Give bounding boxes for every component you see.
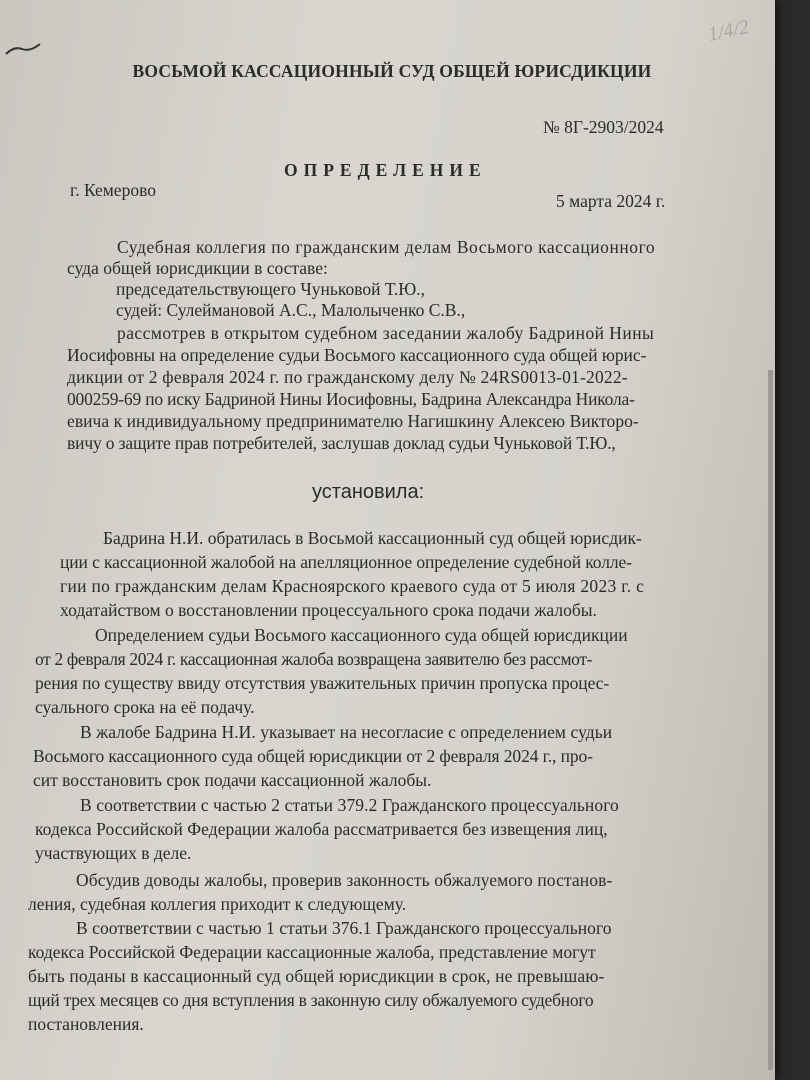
body-line: Восьмого кассационного суда общей юрисдикции от 2 февраля 2024 г., про-: [33, 746, 593, 766]
section-heading: установила:: [312, 481, 425, 503]
body-line: кодекса Российской Федерации кассационные жалоба, представление могут: [28, 942, 596, 962]
court-name: ВОСЬМОЙ КАССАЦИОННЫЙ СУД ОБЩЕЙ ЮРИСДИКЦИИ: [132, 61, 652, 81]
pen-mark-icon: [4, 40, 44, 60]
page-edge-shadow: [768, 370, 773, 1070]
body-line: суального срока на её подачу.: [35, 697, 255, 717]
intro-line: евича к индивидуальному предпринимателю Нагишкину Алексею Викторо-: [67, 411, 639, 431]
body-line: сит восстановить срок подачи кассационной жалобы.: [33, 770, 432, 790]
intro-line: рассмотрев в открытом судебном заседании жалобу Бадриной Нины: [117, 323, 655, 343]
body-line: от 2 февраля 2024 г. кассационная жалоба возвращена заявителю без рассмот-: [35, 649, 593, 669]
body-line: ления, судебная коллегия приходит к следующему.: [28, 894, 407, 914]
document-title: ОПРЕДЕЛЕНИЕ: [284, 160, 487, 180]
body-line: гии по гражданским делам Красноярского краевого суда от 5 июля 2023 г. с: [60, 576, 645, 596]
city: г. Кемерово: [70, 180, 156, 200]
intro-line: Судебная коллегия по гражданским делам Восьмого кассационного: [117, 237, 656, 257]
body-line: кодекса Российской Федерации жалоба рассматривается без извещения лиц,: [35, 819, 608, 839]
body-line: щий трех месяцев со дня вступления в законную силу обжалуемого судебного: [28, 990, 594, 1010]
body-line: быть поданы в кассационный суд общей юрисдикции в срок, не превышаю-: [28, 966, 605, 986]
body-line: ходатайством о восстановлении процессуального срока подачи жалобы.: [60, 600, 597, 620]
intro-line: председательствующего Чуньковой Т.Ю.,: [116, 279, 425, 299]
body-line: Обсудив доводы жалобы, проверив законность обжалуемого постанов-: [76, 870, 613, 890]
document-date: 5 марта 2024 г.: [556, 191, 666, 211]
body-line: рения по существу ввиду отсутствия уважительных причин пропуска процес-: [35, 673, 610, 693]
body-line: В соответствии с частью 2 статьи 379.2 Гражданского процессуального: [80, 795, 619, 815]
intro-line: судей: Сулеймановой А.С., Малолыченко С.В.,: [116, 300, 466, 320]
body-line: постановления.: [28, 1014, 144, 1034]
intro-line: 000259-69 по иску Бадриной Нины Иосифовны, Бадрина Александра Никола-: [67, 389, 635, 409]
case-number: № 8Г-2903/2024: [543, 117, 664, 137]
page-number-mark: 1/4/2: [706, 15, 751, 47]
body-line: В жалобе Бадрина Н.И. указывает на несогласие с определением судьи: [80, 722, 613, 742]
intro-line: Иосифовны на определение судьи Восьмого кассационного суда общей юрис-: [67, 345, 647, 365]
intro-line: дикции от 2 февраля 2024 г. по гражданскому делу № 24RS0013-01-2022-: [67, 367, 628, 387]
body-line: Определением судьи Восьмого кассационного суда общей юрисдикции: [95, 625, 628, 645]
body-line: Бадрина Н.И. обратилась в Восьмой кассационный суд общей юрисдик-: [103, 528, 642, 548]
intro-line: вичу о защите прав потребителей, заслушав доклад судьи Чуньковой Т.Ю.,: [67, 433, 616, 453]
body-line: ции с кассационной жалобой на апелляционное определение судебной колле-: [60, 552, 632, 572]
intro-line: суда общей юрисдикции в составе:: [67, 258, 328, 278]
body-line: участвующих в деле.: [35, 843, 192, 863]
body-line: В соответствии с частью 1 статьи 376.1 Гражданского процессуального: [76, 918, 612, 938]
